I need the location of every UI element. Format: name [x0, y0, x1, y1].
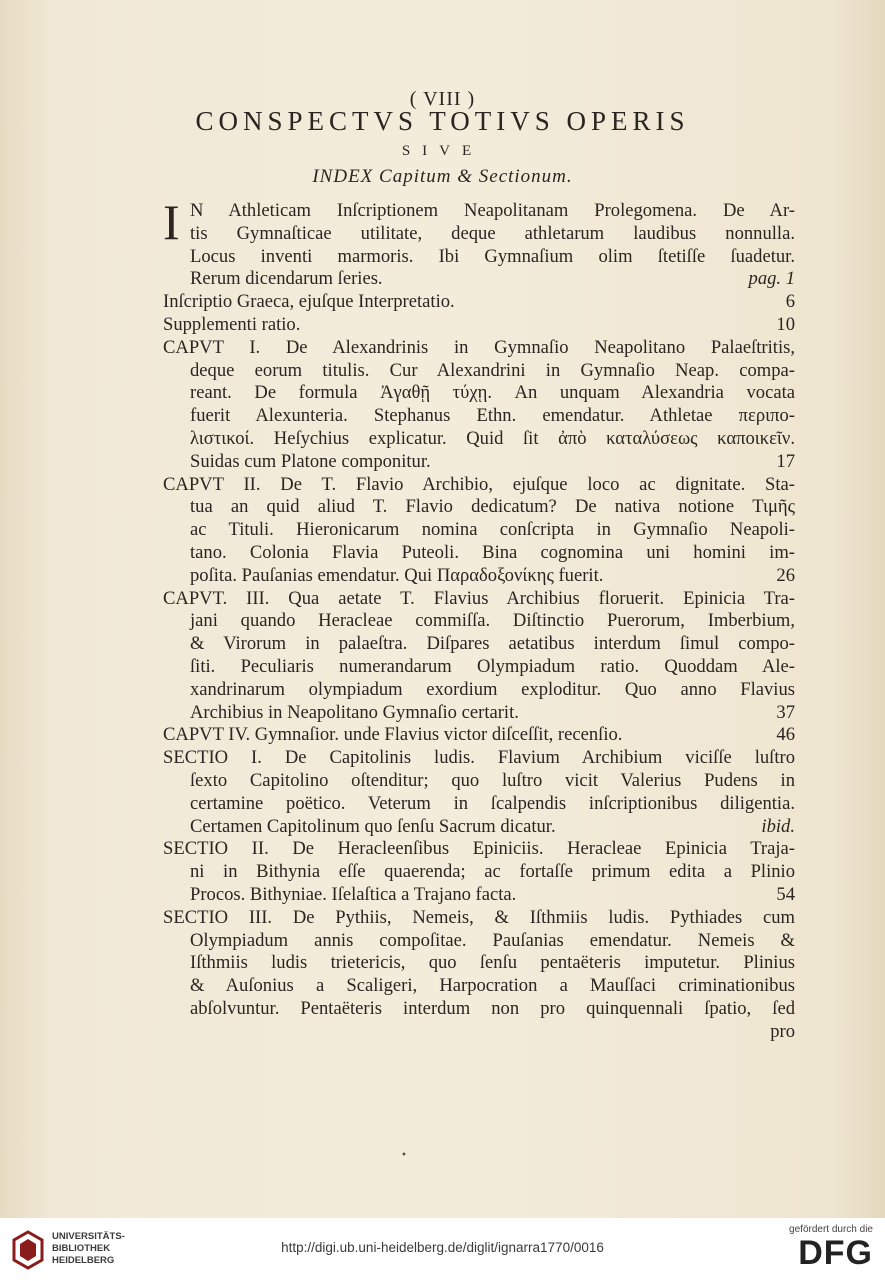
entry-line: reant. De formula Ἀγαθῇ τύχῃ. An unquam Alexandria vocata: [190, 382, 795, 404]
entry-line: certamine poëtico. Veterum in ſcalpendis inſcriptionibus diligentia.: [190, 792, 795, 814]
page-subtitle: INDEX Capitum & Sectionum.: [312, 166, 573, 187]
entry-line: [163, 724, 795, 747]
library-name-line: HEIDELBERG: [52, 1255, 115, 1266]
source-url-link[interactable]: http://digi.ub.uni-heidelberg.de/diglit/ignarra1770/0016: [281, 1240, 604, 1255]
index-entry: [163, 907, 795, 1021]
entry-line: CAPVT I. De Alexandrinis in Gymnaſio Neapolitano Palaeſtritis,: [163, 336, 795, 358]
index-body: [163, 194, 795, 1043]
index-entry: [163, 724, 795, 747]
entry-line: ac Tituli. Hieronicarum nomina conſcripta in Gymnaſio Neapoli-: [190, 519, 795, 541]
index-entry: [163, 588, 795, 725]
entry-line: tua an quid aliud T. Flavio dedicatum? De nativa notione Τιμῆς: [190, 496, 795, 518]
library-name-line: BIBLIOTHEK: [52, 1243, 111, 1254]
sponsor-logo[interactable]: [763, 1224, 873, 1271]
entry-line: [163, 884, 795, 907]
entry-line: [163, 451, 795, 474]
entry-line-text: Inſcriptio Graeca, ejuſque Interpretatio.: [163, 291, 455, 313]
entry-line: SECTIO I. De Capitolinis ludis. Flavium Archibium viciſſe luſtro: [163, 747, 795, 769]
intro-line: Locus inventi marmoris. Ibi Gymnaſium olim ſtetiſſe ſuadetur.: [190, 245, 795, 267]
entry-line: CAPVT. III. Qua aetate T. Flavius Archibius floruerit. Epinicia Tra-: [163, 587, 795, 609]
catchword: pro: [770, 1020, 795, 1042]
page-ref: 26: [776, 564, 795, 586]
intro-entry: [163, 194, 795, 291]
entry-line: SECTIO III. De Pythiis, Nemeis, & Iſthmiis ludis. Pythiades cum: [163, 906, 795, 928]
entry-line-text: Suidas cum Platone componitur.: [190, 450, 431, 472]
entry-line: Olympiadum annis compoſitae. Pauſanias emendatur. Nemeis &: [190, 929, 795, 951]
page-ref: pag. 1: [748, 268, 795, 290]
page-ref: 17: [776, 450, 795, 472]
entry-line-text: Procos. Bithyniae. Iſelaſtica a Trajano facta.: [190, 883, 517, 905]
page-ref: 54: [776, 883, 795, 905]
entry-line: & Auſonius a Scaligeri, Harpocration a Mauſſaci criminationibus: [190, 975, 795, 997]
index-entry: [163, 838, 795, 906]
sponsor-label: gefördert durch die: [789, 1224, 873, 1235]
page-ref: 10: [776, 313, 795, 335]
stray-mark: •: [401, 1150, 407, 1161]
entry-line-text: Certamen Capitolinum quo ſenſu Sacrum dicatur.: [190, 815, 556, 837]
entry-line-text: Supplementi ratio.: [163, 313, 301, 335]
entry-line: [163, 702, 795, 725]
entry-line: & Virorum in palaeſtra. Diſpares aetatibus interdum ſimul compo-: [190, 633, 795, 655]
page-ref: 46: [776, 724, 795, 746]
entry-line: xandrinarum olympiadum exordium exploditur. Quo anno Flavius: [190, 678, 795, 700]
index-entry: [163, 291, 795, 314]
sive-line: SIVE: [401, 143, 484, 159]
entry-line-text: Archibius in Neapolitano Gymnaſio certarit.: [190, 701, 519, 723]
entry-line: abſolvuntur. Pentaëteris interdum non pro quinquennali ſpatio, ſed: [190, 997, 795, 1019]
page-number: ( VIII ): [409, 88, 476, 110]
index-entry: [163, 474, 795, 588]
entry-line: λιστικοί. Heſychius explicatur. Quid ſit ἀπὸ καταλύσεως καποικεῖν.: [190, 427, 795, 449]
entry-line: ſiti. Peculiaris numerandarum Olympiadum ratio. Quoddam Ale-: [190, 655, 795, 677]
page-ref: 6: [785, 291, 795, 313]
entry-line: CAPVT II. De T. Flavio Archibio, ejuſque loco ac dignitate. Sta-: [163, 473, 795, 495]
entry-list: [163, 291, 795, 1021]
entry-line: ni in Bithynia eſſe quaerenda; ac fortaſſe primum edita a Plinio: [190, 861, 795, 883]
drop-cap: I: [163, 194, 180, 250]
footer-bar: [0, 1218, 885, 1281]
intro-line: N Athleticam Inſcriptionem Neapolitanam Prolegomena. De Ar-: [190, 200, 795, 221]
entry-line: [163, 314, 795, 337]
entry-line: fuerit Alexunteria. Stephanus Ethn. emendatur. Athletae περιπο-: [190, 405, 795, 427]
entry-line-text: poſita. Pauſanias emendatur. Qui Παραδοξονίκης fuerit.: [190, 564, 604, 586]
index-entry: [163, 747, 795, 838]
entry-line: tano. Colonia Flavia Puteoli. Bina cognomina uni homini im-: [190, 541, 795, 563]
entry-line: jani quando Heracleae commiſſa. Diſtinctio Puerorum, Imberbium,: [190, 610, 795, 632]
page-title: CONSPECTVS TOTIVS OPERIS: [195, 106, 690, 136]
entry-line-text: CAPVT IV. Gymnaſior. unde Flavius victor diſceſſit, recenſio.: [163, 724, 623, 746]
intro-line: tis Gymnaſticae utilitate, deque athletarum laudibus nonnulla.: [190, 222, 795, 244]
page-ref: 37: [776, 701, 795, 723]
intro-line: [163, 268, 795, 291]
entry-line: [163, 816, 795, 839]
entry-line: [163, 291, 795, 314]
index-entry: [163, 337, 795, 474]
entry-line: deque eorum titulis. Cur Alexandrini in Gymnaſio Neap. compa-: [190, 359, 795, 381]
intro-line-text: Rerum dicendarum ſeries.: [190, 268, 383, 290]
page-ref: ibid.: [761, 815, 795, 837]
dfg-logo: DFG: [798, 1234, 873, 1272]
entry-line: SECTIO II. De Heracleenſibus Epiniciis. Heracleae Epinicia Traja-: [163, 838, 795, 860]
library-name-line: UNIVERSITÄTS-: [52, 1231, 125, 1242]
entry-line: Iſthmiis ludis trietericis, quo ſenſu pentaëteris imputetur. Plinius: [190, 952, 795, 974]
index-entry: [163, 314, 795, 337]
entry-line: [163, 565, 795, 588]
entry-line: ſexto Capitolino oſtenditur; quo luſtro vicit Valerius Pudens in: [190, 769, 795, 791]
